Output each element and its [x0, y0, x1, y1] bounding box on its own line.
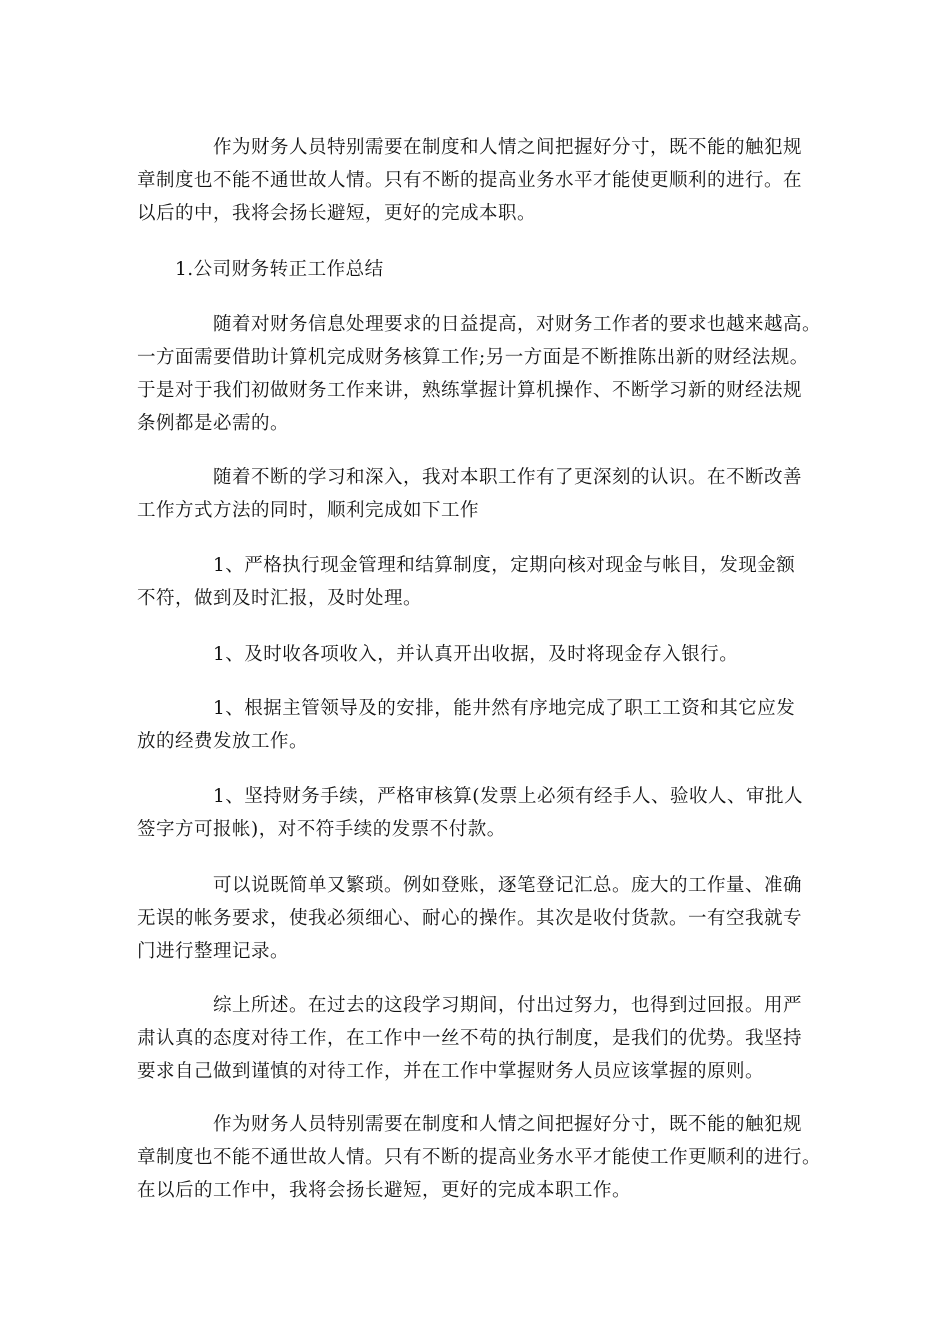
text-line: 1、坚持财务手续，严格审核算(发票上必须有经手人、验收人、审批人	[213, 786, 803, 807]
paragraph	[137, 549, 817, 615]
paragraph	[137, 692, 817, 758]
text-line: 作为财务人员特别需要在制度和人情之间把握好分寸，既不能的触犯规	[213, 1114, 803, 1135]
text-line: 综上所述。在过去的这段学习期间，付出过努力，也得到过回报。用严	[213, 995, 803, 1016]
text-line: 在以后的工作中，我将会扬长避短，更好的完成本职工作。	[137, 1180, 632, 1201]
text-line: 条例都是必需的。	[137, 413, 290, 434]
text-line: 一方面需要借助计算机完成财务核算工作;另一方面是不断推陈出新的财经法规。	[137, 347, 809, 368]
section-heading	[137, 253, 817, 286]
paragraph	[137, 131, 817, 230]
paragraph	[137, 461, 817, 527]
text-line: 章制度也不能不通世故人情。只有不断的提高业务水平才能使更顺利的进行。在	[137, 170, 803, 191]
text-line: 要求自己做到谨慎的对待工作，并在工作中掌握财务人员应该掌握的原则。	[137, 1061, 765, 1082]
text-line: 1、根据主管领导及的安排，能井然有序地完成了职工工资和其它应发	[213, 698, 796, 719]
text-line: 不符，做到及时汇报，及时处理。	[137, 588, 423, 609]
text-line: 章制度也不能不通世故人情。只有不断的提高业务水平才能使工作更顺利的进行。	[137, 1147, 822, 1168]
paragraph	[137, 780, 817, 846]
paragraph	[137, 638, 817, 671]
paragraph	[137, 1108, 822, 1207]
paragraph	[137, 308, 822, 440]
text-line: 随着对财务信息处理要求的日益提高，对财务工作者的要求也越来越高。	[213, 314, 822, 335]
text-line: 作为财务人员特别需要在制度和人情之间把握好分寸，既不能的触犯规	[213, 137, 803, 158]
text-line: 无误的帐务要求，使我必须细心、耐心的操作。其次是收付货款。一有空我就专	[137, 908, 803, 929]
text-line: 1、及时收各项收入，并认真开出收据，及时将现金存入银行。	[213, 644, 739, 665]
text-line: 以后的中，我将会扬长避短，更好的完成本职。	[137, 203, 537, 224]
text-line: 签字方可报帐)，对不符手续的发票不付款。	[137, 819, 506, 840]
text-line: 工作方式方法的同时，顺利完成如下工作	[137, 500, 480, 521]
heading-text: 1.公司财务转正工作总结	[175, 259, 384, 280]
text-line: 于是对于我们初做财务工作来讲，熟练掌握计算机操作、不断学习新的财经法规	[137, 380, 803, 401]
paragraph	[137, 989, 817, 1088]
text-line: 肃认真的态度对待工作，在工作中一丝不苟的执行制度，是我们的优势。我坚持	[137, 1028, 803, 1049]
text-line: 可以说既简单又繁琐。例如登账，逐笔登记汇总。庞大的工作量、准确	[213, 875, 803, 896]
text-line: 1、严格执行现金管理和结算制度，定期向核对现金与帐目，发现金额	[213, 555, 796, 576]
paragraph	[137, 869, 817, 968]
text-line: 随着不断的学习和深入，我对本职工作有了更深刻的认识。在不断改善	[213, 467, 803, 488]
text-line: 放的经费发放工作。	[137, 731, 309, 752]
text-line: 门进行整理记录。	[137, 941, 290, 962]
